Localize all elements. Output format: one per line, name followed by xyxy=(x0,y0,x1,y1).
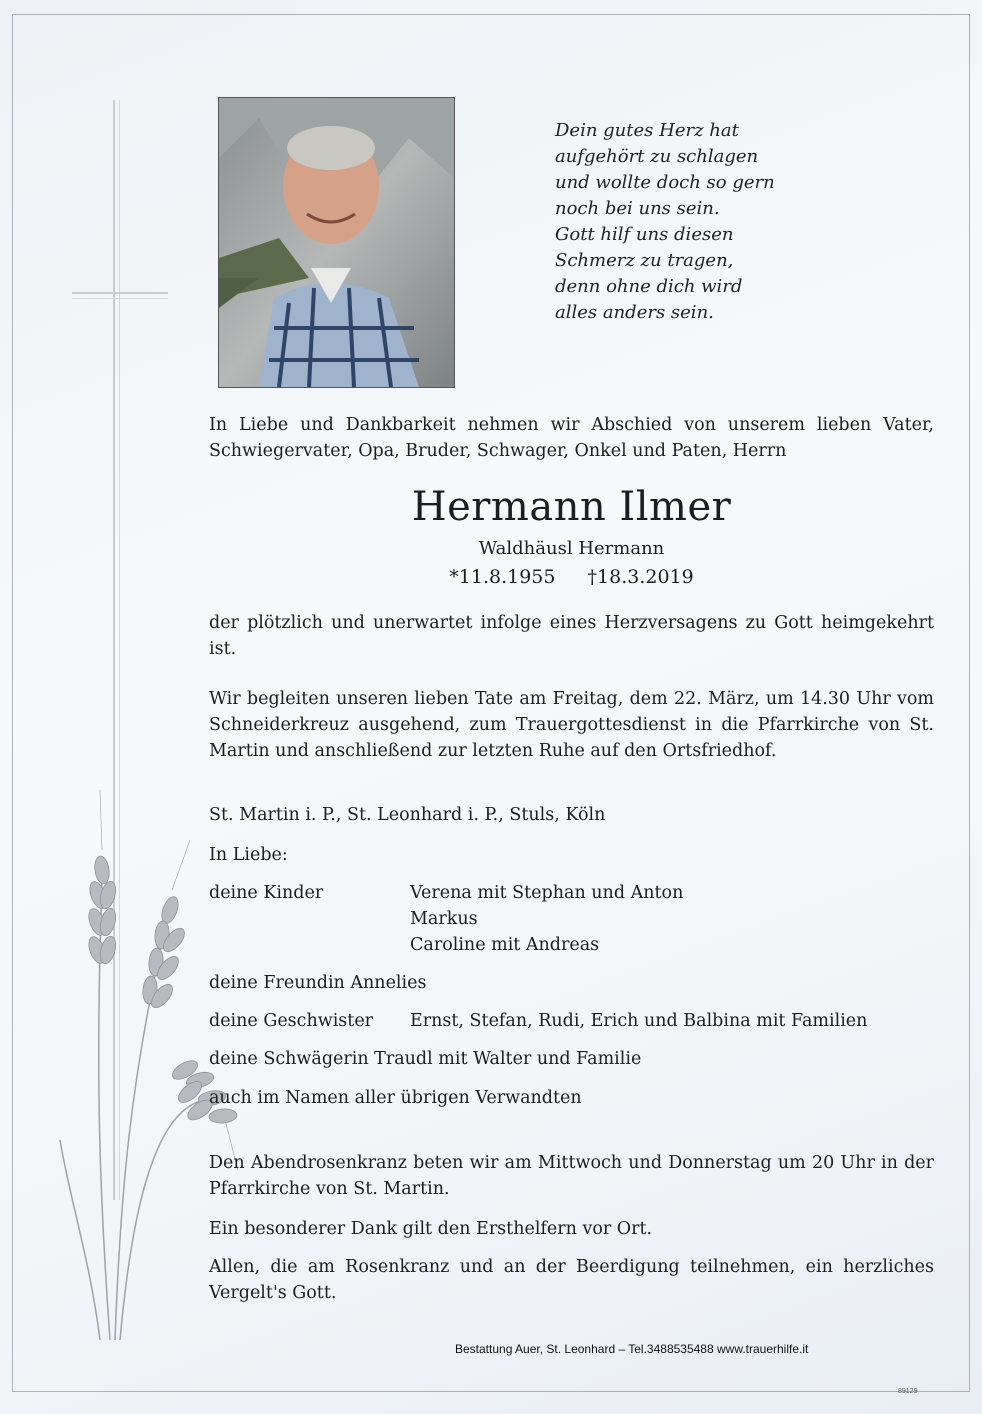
poem-line: aufgehört zu schlagen xyxy=(555,146,759,167)
child-entry: Caroline mit Andreas xyxy=(410,935,600,955)
death-date: †18.3.2019 xyxy=(587,566,694,588)
cause-paragraph: der plötzlich und unerwartet infolge eines Herzversagens zu Gott heimgekehrt ist. xyxy=(209,613,934,659)
children-label: deine Kinder xyxy=(209,883,324,903)
deceased-nickname: Waldhäusl Hermann xyxy=(478,538,665,559)
intro-paragraph: In Liebe und Dankbarkeit nehmen wir Abschied von unserem lieben Vater, Schwiegervater, Opa, Bruder, Schwager, Onkel und Paten, Herrn xyxy=(209,415,934,461)
relatives-line: auch im Namen aller übrigen Verwandten xyxy=(209,1088,582,1108)
life-dates xyxy=(209,566,934,588)
deceased-name: Hermann Ilmer xyxy=(411,484,732,530)
child-entry: Markus xyxy=(410,909,478,929)
children-list xyxy=(410,880,683,958)
poem-line: Dein gutes Herz hat xyxy=(555,120,739,141)
poem-line: noch bei uns sein. xyxy=(555,198,720,219)
child-entry: Verena mit Stephan und Anton xyxy=(410,883,684,903)
poem-line: denn ohne dich wird xyxy=(555,276,743,297)
sister-in-law-line: deine Schwägerin Traudl mit Walter und Familie xyxy=(209,1049,642,1069)
poem-line: und wollte doch so gern xyxy=(555,172,775,193)
friend-line: deine Freundin Annelies xyxy=(209,973,427,993)
birth-date: *11.8.1955 xyxy=(449,566,556,588)
print-code: 89129 xyxy=(898,1388,918,1395)
poem-line: Schmerz zu tragen, xyxy=(555,250,734,271)
funeral-paragraph: Wir begleiten unseren lieben Tate am Freitag, dem 22. März, um 14.30 Uhr vom Schneiderkreuz ausgehend, zum Trauergottesdienst in die Pfarrkirche von St. Martin und anschließend zur letzten Ruhe auf den Ortsfriedhof. xyxy=(209,689,934,761)
poem-line: Gott hilf uns diesen xyxy=(555,224,734,245)
cross-horizontal-line xyxy=(72,292,168,294)
in-love-line: In Liebe: xyxy=(209,845,288,865)
deceased-portrait-photo xyxy=(218,97,455,388)
funeral-home-footer: Bestattung Auer, St. Leonhard – Tel.3488535488 www.trauerhilfe.it xyxy=(455,1342,809,1356)
cross-horizontal-line-thin xyxy=(72,298,168,299)
places-line: St. Martin i. P., St. Leonhard i. P., Stuls, Köln xyxy=(209,805,606,825)
siblings-list: Ernst, Stefan, Rudi, Erich und Balbina mit Familien xyxy=(410,1011,868,1031)
thanks-all-paragraph: Allen, die am Rosenkranz und an der Beerdigung teilnehmen, ein herzliches Vergelt's Gott. xyxy=(209,1257,934,1303)
memorial-poem xyxy=(555,118,855,326)
siblings-label: deine Geschwister xyxy=(209,1011,374,1031)
rosary-paragraph: Den Abendrosenkranz beten wir am Mittwoch und Donnerstag um 20 Uhr in der Pfarrkirche von St. Martin. xyxy=(209,1153,934,1199)
poem-line: alles anders sein. xyxy=(555,302,714,323)
thanks-helpers-line: Ein besonderer Dank gilt den Ersthelfern vor Ort. xyxy=(209,1219,653,1239)
